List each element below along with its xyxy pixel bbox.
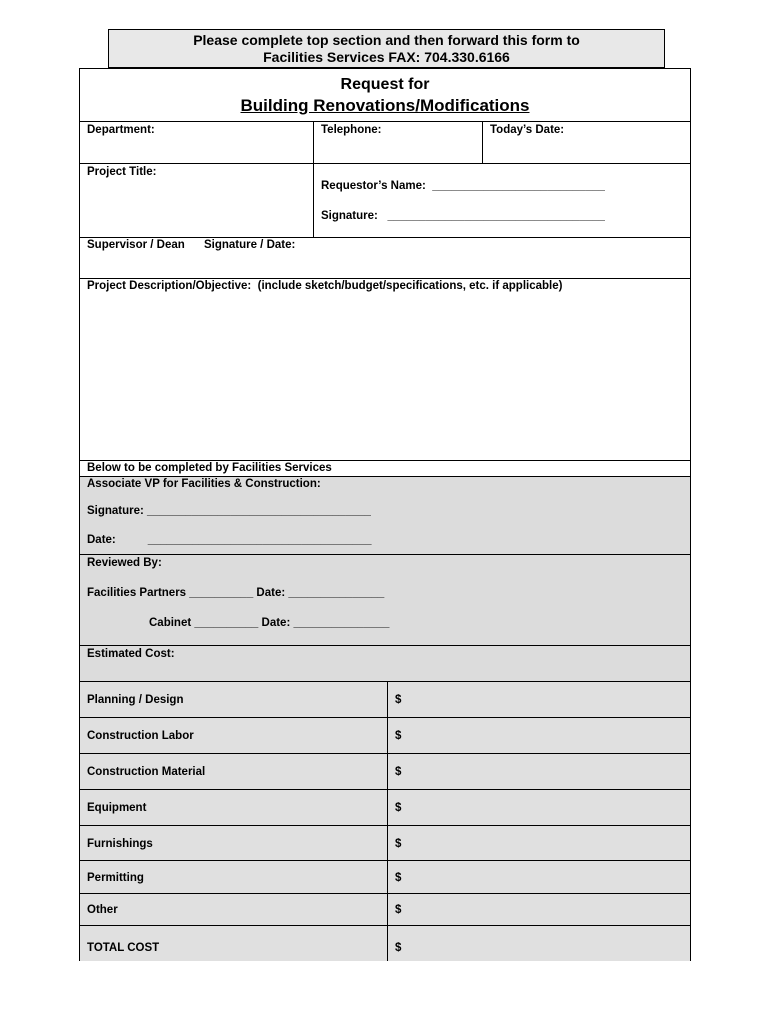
instruction-header <box>108 29 665 68</box>
cost-value-field[interactable]: $ <box>395 838 402 850</box>
supervisor-field[interactable]: Supervisor / Dean Signature / Date: <box>87 239 296 251</box>
signature-field[interactable]: Signature: __________________________________ <box>321 210 605 222</box>
associate-vp-label: Associate VP for Facilities & Construction: <box>87 478 321 490</box>
facilities-section-label: Below to be completed by Facilities Services <box>87 462 332 474</box>
form-title-line-1: Request for <box>340 76 430 93</box>
description-field[interactable]: Project Description/Objective: (include sketch/budget/specifications, etc. if applicable) <box>87 280 563 292</box>
request-form <box>79 68 691 961</box>
facilities-partners-field[interactable]: Facilities Partners __________ Date: _______________ <box>87 587 385 599</box>
cost-label: Construction Labor <box>87 730 194 742</box>
cost-value-field[interactable]: $ <box>395 904 402 916</box>
cost-value-field[interactable]: $ <box>395 766 402 778</box>
form-title-line-2: Building Renovations/Modifications <box>240 96 530 115</box>
facilities-signature-field[interactable]: Signature: ___________________________________ <box>87 505 371 517</box>
cost-label: Furnishings <box>87 838 153 850</box>
cost-shade <box>80 681 690 961</box>
total-cost-label: TOTAL COST <box>87 942 160 954</box>
cabinet-field[interactable]: Cabinet __________ Date: _______________ <box>149 617 390 629</box>
reviewed-by-label: Reviewed By: <box>87 557 162 569</box>
cost-value-field[interactable]: $ <box>395 802 402 814</box>
cost-label: Construction Material <box>87 766 206 778</box>
cost-value-field[interactable]: $ <box>395 872 402 884</box>
cost-label: Planning / Design <box>87 694 184 706</box>
telephone-field[interactable]: Telephone: <box>321 124 382 136</box>
requestor-name-field[interactable]: Requestor’s Name: ___________________________ <box>321 180 605 192</box>
facilities-date-field[interactable]: Date: ___________________________________ <box>87 534 372 546</box>
total-cost-value-field[interactable]: $ <box>395 942 402 954</box>
todays-date-field[interactable]: Today’s Date: <box>490 124 565 136</box>
cost-label: Other <box>87 904 118 916</box>
cost-value-field[interactable]: $ <box>395 730 402 742</box>
estimated-cost-label: Estimated Cost: <box>87 648 175 660</box>
instruction-line-1: Please complete top section and then forward this form to <box>193 32 580 48</box>
project-title-field[interactable]: Project Title: <box>87 166 157 178</box>
cost-label: Permitting <box>87 872 144 884</box>
cost-value-field[interactable]: $ <box>395 694 402 706</box>
cost-label: Equipment <box>87 802 147 814</box>
department-field[interactable]: Department: <box>87 124 155 136</box>
instruction-line-2: Facilities Services FAX: 704.330.6166 <box>263 49 510 65</box>
